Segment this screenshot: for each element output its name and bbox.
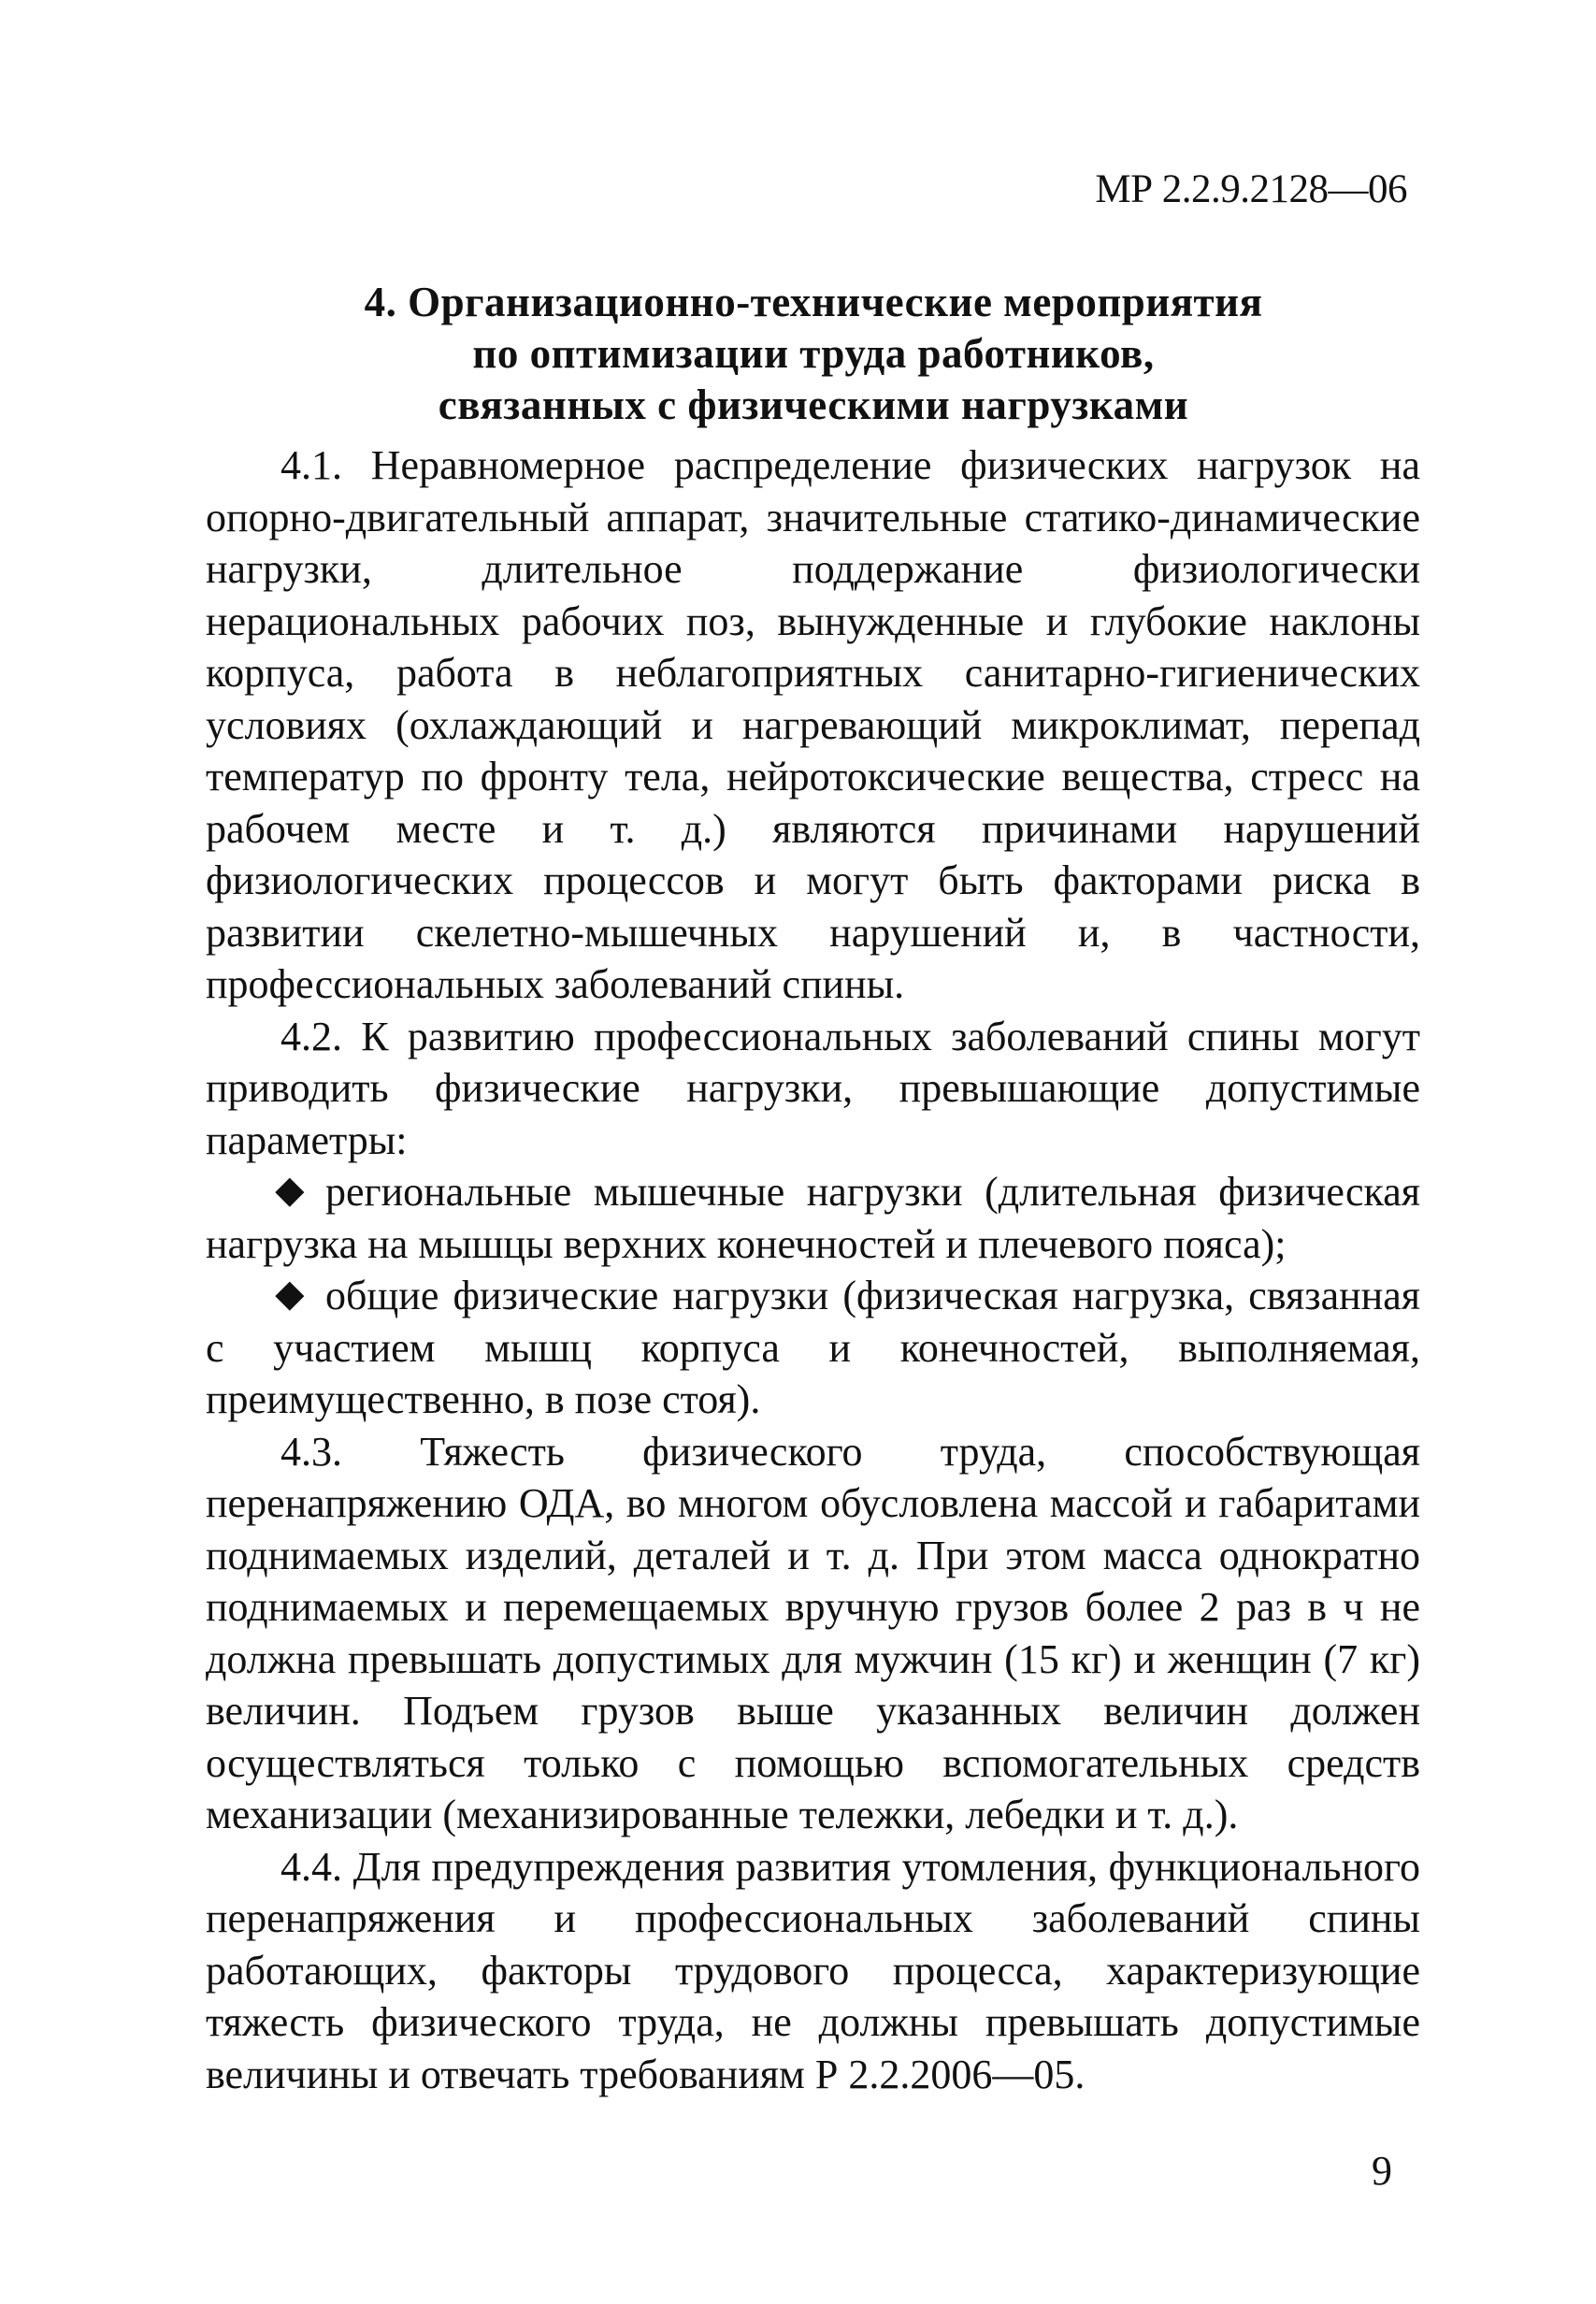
page-number: 9 — [1372, 2148, 1392, 2194]
bullet-text: общие физические нагрузки (физическая нагрузка, связанная с участием мышц корпуса и конечностей, выполняемая, преимущественно, в позе стоя). — [206, 1273, 1420, 1422]
paragraph-4-1: 4.1. Неравномерное распределение физических нагрузок на опорно-двигательный аппарат, значительные статико-динамические нагрузки, длительное поддержание физиологически нерациональных рабочих поз, вынужденные и глубокие наклоны корпуса, работа в неблагоприятных санитарно-гигиенических условиях (охлаждающий и нагревающий микроклимат, перепад температур по фронту тела, нейротоксические вещества, стресс на рабочем месте и т. д.) являются причинами нарушений физиологических процессов и могут быть факторами риска в развитии скелетно-мышечных нарушений и, в частности, профессиональных заболеваний спины. — [206, 442, 1420, 1007]
bullet-item — [206, 1166, 1420, 1270]
section-title-line: 4. Организационно-технические мероприятия — [364, 279, 1263, 325]
diamond-bullet-icon — [275, 1282, 304, 1311]
document-body — [206, 439, 1420, 2100]
section-title-line: по оптимизации труда работников, — [472, 330, 1155, 377]
bullet-item — [206, 1270, 1420, 1426]
bullet-text: региональные мышечные нагрузки (длительная физическая нагрузка на мышцы верхних конечностей и плечевого пояса); — [206, 1169, 1420, 1267]
diamond-bullet-icon — [275, 1178, 304, 1207]
section-title — [234, 277, 1393, 431]
paragraph-4-2: 4.2. К развитию профессиональных заболеваний спины могут приводить физические нагрузки, превышающие допустимые параметры: — [206, 1013, 1420, 1163]
paragraph-4-4: 4.4. Для предупреждения развития утомления, функционального перенапряжения и профессиональных заболеваний спины работающих, факторы трудового процесса, характеризующие тяжесть физического труда, не должны превышать допустимые величины и отвечать требованиям Р 2.2.2006—05. — [206, 1843, 1420, 2097]
paragraph-4-3: 4.3. Тяжесть физического труда, способствующая перенапряжению ОДА, во многом обусловлена массой и габаритами поднимаемых изделий, деталей и т. д. При этом масса однократно поднимаемых и перемещаемых вручную грузов более 2 раз в ч не должна превышать допустимых для мужчин (15 кг) и женщин (7 кг) величин. Подъем грузов выше указанных величин должен осуществляться только с помощью вспомогательных средств механизации (механизированные тележки, лебедки и т. д.). — [206, 1428, 1420, 1837]
document-code: МР 2.2.9.2128—06 — [1095, 167, 1407, 211]
section-title-line: связанных с физическими нагрузками — [438, 382, 1189, 428]
